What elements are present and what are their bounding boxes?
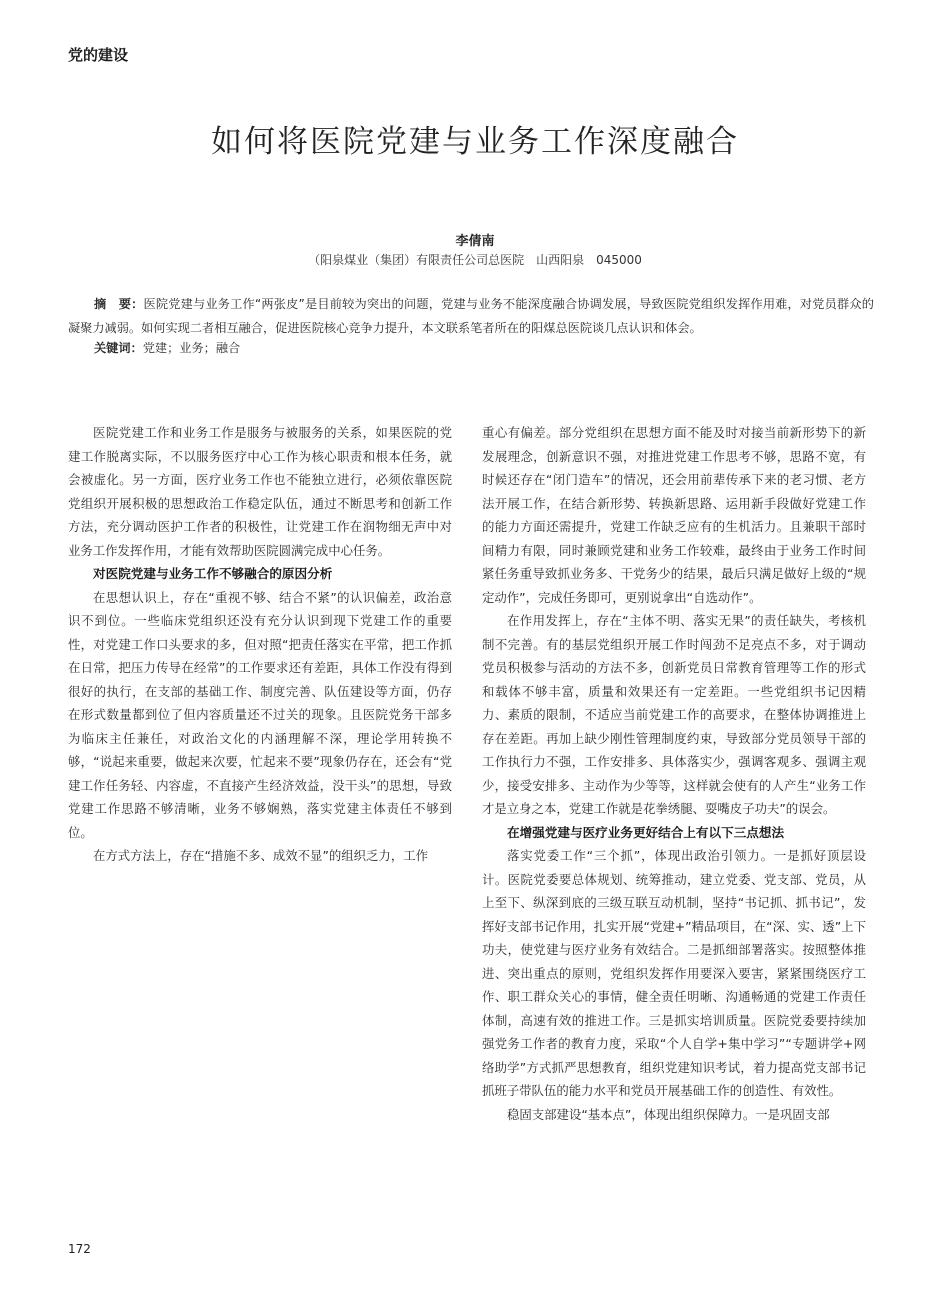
section-heading: 对医院党建与业务工作不够融合的原因分析 bbox=[93, 566, 333, 581]
body-column-left bbox=[68, 421, 452, 868]
abstract-text: 医院党建与业务工作“两张皮”是目前较为突出的问题，党建与业务不能深度融合协调发展，导致医院党组织发挥作用难，对党员群众的凝聚力减弱。如何实现二者相互融合，促进医院核心竞争力提升，本文联系笔者所在的阳煤总医院谈几点认识和体会。 bbox=[68, 297, 874, 335]
keywords-line bbox=[94, 339, 240, 356]
body-paragraph: 稳固支部建设“基本点”，体现出组织保障力。一是巩固支部 bbox=[507, 1106, 830, 1122]
abstract-paragraph bbox=[68, 292, 874, 340]
body-paragraph: 在作用发挥上，存在“主体不明、落实无果”的责任缺失，考核机制不完善。有的基层党组织开展工作时闯劲不足亮点不多，对于调动党员积极参与活动的方法不多，创新党员日常教育管理等工作的形式和载体不够丰富，质量和效果还有一定差距。一些党组织书记因精力、素质的限制，不适应当前党建工作的高要求，在整体协调推进上存在差距。再加上缺少刚性管理制度约束，导致部分党员领导干部的工作执行力不强，工作安排多、具体落实少，强调客观多、强调主观少，接受安排多、主动作为少等等，这样就会使有的人产生“业务工作才是立身之本，党建工作就是花拳绣腿、耍嘴皮子功夫”的误会。 bbox=[482, 613, 866, 816]
author-affiliation: （阳泉煤业（集团）有限责任公司总医院 山西阳泉 045000 bbox=[308, 253, 642, 267]
keywords-label: 关键词： bbox=[94, 341, 143, 355]
body-paragraph: 重心有偏差。部分党组织在思想方面不能及时对接当前新形势下的新发展理念，创新意识不强，对推进党建工作思考不够，思路不宽，有时候还存在“闭门造车”的情况，还会用前辈传承下来的老习惯、老方法开展工作，在结合新形势、转换新思路、运用新手段做好党建工作的能力方面还需提升，党建工作缺乏应有的生机活力。且兼职干部时间精力有限，同时兼顾党建和业务工作较难，最终由于业务工作时间紧任务重导致抓业务多、干党务少的结果，最后只满足做好上级的“规定动作”，完成任务即可，更别说拿出“自选动作”。 bbox=[482, 425, 866, 605]
abstract-label: 摘 要： bbox=[94, 297, 144, 311]
body-paragraph: 医院党建工作和业务工作是服务与被服务的关系，如果医院的党建工作脱离实际，不以服务医疗中心工作为核心职责和根本任务，就会被虚化。另一方面，医疗业务工作也不能独立进行，必须依靠医院党组织开展积极的思想政治工作稳定队伍，通过不断思考和创新工作方法，充分调动医护工作者的积极性，让党建工作在润物细无声中对业务工作发挥作用，才能有效帮助医院圆满完成中心任务。 bbox=[68, 425, 452, 558]
page-number: 172 bbox=[68, 1242, 91, 1256]
abstract-block bbox=[68, 292, 874, 340]
article-title: 如何将医院党建与业务工作深度融合 bbox=[211, 124, 739, 160]
keywords-text: 党建；业务；融合 bbox=[142, 341, 241, 355]
body-paragraph: 在方式方法上，存在“措施不多、成效不显”的组织乏力，工作 bbox=[93, 848, 428, 863]
section-tag: 党的建设 bbox=[68, 46, 129, 64]
body-paragraph: 落实党委工作“三个抓”，体现出政治引领力。一是抓好顶层设计。医院党委要总体规划、统筹推动，建立党委、党支部、党员，从上至下、纵深到底的三级互联互动机制，坚持“书记抓、抓书记”，发挥好支部书记作用，扎实开展“党建+”精品项目，在“深、实、透”上下功夫，使党建与医疗业务有效结合。二是抓细部署落实。按照整体推进、突出重点的原则，党组织发挥作用要深入要害，紧紧围绕医疗工作、职工群众关心的事情，健全责任明晰、沟通畅通的党建工作责任体制，高速有效的推进工作。三是抓实培训质量。医院党委要持续加强党务工作者的教育力度，采取“个人自学+集中学习”“专题讲学+网络助学”方式抓严思想教育，组织党建知识考试，着力提高党支部书记抓班子带队伍的能力水平和党员开展基础工作的创造性、有效性。 bbox=[482, 848, 866, 1098]
section-heading: 在增强党建与医疗业务更好结合上有以下三点想法 bbox=[507, 824, 785, 840]
body-paragraph: 在思想认识上，存在“重视不够、结合不紧”的认识偏差，政治意识不到位。一些临床党组织还没有充分认识到现下党建工作的重要性，对党建工作口头要求的多，但对照“把责任落实在平常，把工作抓在日常，把压力传导在经常”的工作要求还有差距，具体工作没有得到很好的执行，在支部的基础工作、制度完善、队伍建设等方面，仍存在形式数量都到位了但内容质量还不过关的现象。且医院党务干部多为临床主任兼任，对政治文化的内涵理解不深，理论学用转换不够，“说起来重要，做起来次要，忙起来不要”现象仍存在，还会有“党建工作任务轻、内容虚，不直接产生经济效益，没干头”的思想，导致党建工作思路不够清晰，业务不够娴熟，落实党建主体责任不够到位。 bbox=[68, 589, 452, 840]
article-author: 李倩南 bbox=[455, 234, 495, 249]
body-column-right bbox=[482, 421, 866, 1126]
